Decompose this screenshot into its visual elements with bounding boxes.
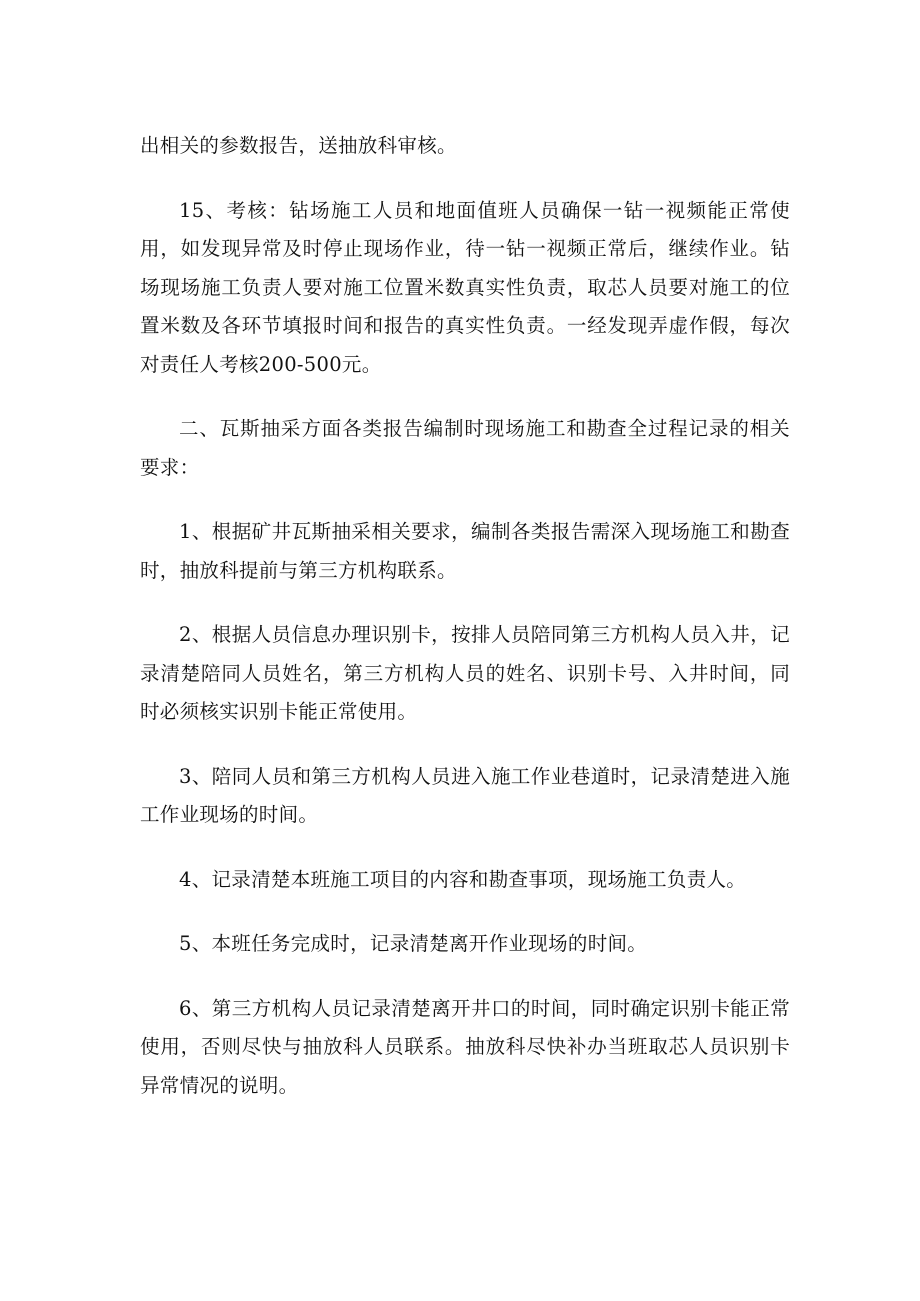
paragraph-item-2: 2、根据人员信息办理识别卡，按排人员陪同第三方机构人员入井，记录清楚陪同人员姓名，第三方机构人员的姓名、识别卡号、入井时间，同时必须核实识别卡能正常使用。	[140, 623, 790, 723]
paragraph-item-15: 15、考核：钻场施工人员和地面值班人员确保一钻一视频能正常使用，如发现异常及时停止现场作业，待一钻一视频正常后，继续作业。钻场现场施工负责人要对施工位置米数真实性负责，取芯人员要对施工的位置米数及各环节填报时间和报告的真实性负责。一经发现弄虚作假，每次对责任人考核200-500元。	[140, 198, 790, 376]
paragraph-item-3: 3、陪同人员和第三方机构人员进入施工作业巷道时，记录清楚进入施工作业现场的时间。	[140, 764, 790, 826]
document-body	[140, 127, 790, 1131]
paragraph-item-4: 4、记录清楚本班施工项目的内容和勘查事项，现场施工负责人。	[179, 867, 747, 891]
paragraph-continuation: 出相关的参数报告，送抽放科审核。	[140, 134, 457, 157]
paragraph-item-1: 1、根据矿井瓦斯抽采相关要求，编制各类报告需深入现场施工和勘查时，抽放科提前与第三方机构联系。	[140, 520, 790, 582]
paragraph-item-5: 5、本班任务完成时，记录清楚离开作业现场的时间。	[179, 932, 648, 955]
section-heading-2: 二、瓦斯抽采方面各类报告编制时现场施工和勘查全过程记录的相关要求：	[140, 417, 790, 479]
paragraph-item-6: 6、第三方机构人员记录清楚离开井口的时间，同时确定识别卡能正常使用，否则尽快与抽放科人员联系。抽放科尽快补办当班取芯人员识别卡异常情况的说明。	[140, 996, 790, 1097]
